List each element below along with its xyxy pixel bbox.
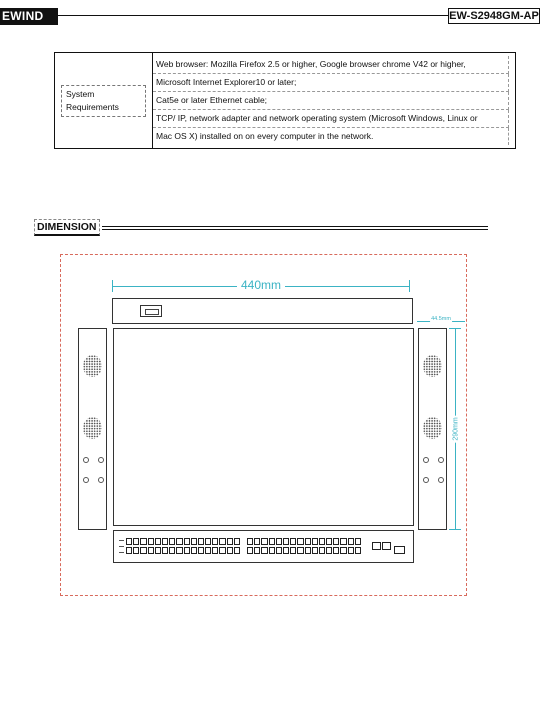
spec-value-line: Cat5e or later Ethernet cable; [153, 92, 509, 110]
ethernet-port-icon [247, 538, 253, 545]
ethernet-port-icon [283, 547, 289, 554]
spec-value-line: Web browser: Mozilla Firefox 2.5 or higher, Google browser chrome V42 or higher, [153, 56, 509, 74]
sfp-port-icon [372, 542, 381, 550]
ethernet-port-icon [140, 547, 146, 554]
ethernet-port-icon [162, 538, 168, 545]
ethernet-port-icon [319, 538, 325, 545]
port-row [247, 547, 361, 554]
ethernet-port-icon [126, 547, 132, 554]
screw-hole-icon [83, 457, 89, 463]
brand-logo: EWIND [0, 8, 58, 25]
screw-hole-icon [98, 457, 104, 463]
table-row [55, 53, 516, 149]
ethernet-port-icon [198, 547, 204, 554]
ethernet-port-icon [290, 538, 296, 545]
ethernet-port-icon [176, 547, 182, 554]
section-rule [102, 226, 488, 230]
ethernet-port-icon [269, 547, 275, 554]
ethernet-port-icon [254, 547, 260, 554]
ethernet-port-icon [191, 547, 197, 554]
ethernet-port-icon [148, 538, 154, 545]
screw-hole-icon [423, 457, 429, 463]
ethernet-port-icon [261, 538, 267, 545]
depth-label: 44.5mm [431, 316, 451, 322]
status-led-icon [119, 540, 124, 541]
vent-grille-icon [83, 417, 102, 439]
ethernet-port-icon [133, 547, 139, 554]
spec-key-line: System [66, 88, 95, 99]
ethernet-port-icon [205, 547, 211, 554]
ethernet-port-icon [254, 538, 260, 545]
width-label: 440mm [237, 278, 285, 292]
ethernet-port-icon [355, 538, 361, 545]
ethernet-port-icon [326, 538, 332, 545]
ethernet-port-icon [340, 538, 346, 545]
screw-hole-icon [83, 477, 89, 483]
switch-top-view [113, 328, 414, 526]
ethernet-port-icon [269, 538, 275, 545]
console-port-icon [394, 546, 405, 554]
status-led-icon [119, 546, 124, 547]
ethernet-port-icon [348, 538, 354, 545]
ethernet-port-icon [155, 538, 161, 545]
height-label: 290mm [452, 417, 460, 441]
vent-grille-icon [423, 355, 442, 377]
screw-hole-icon [98, 477, 104, 483]
vent-grille-icon [423, 417, 442, 439]
ethernet-port-icon [169, 547, 175, 554]
port-group-right [247, 538, 361, 554]
screw-hole-icon [438, 477, 444, 483]
spec-value-line: Mac OS X) installed on on every computer in the network. [153, 128, 509, 145]
spec-value-cell [153, 53, 516, 149]
ethernet-port-icon [227, 547, 233, 554]
ethernet-port-icon [176, 538, 182, 545]
ethernet-port-icon [333, 538, 339, 545]
left-side-panel [78, 328, 107, 530]
ethernet-port-icon [212, 538, 218, 545]
section-title: DIMENSION [34, 219, 100, 236]
ethernet-port-icon [247, 547, 253, 554]
ethernet-port-icon [126, 538, 132, 545]
ethernet-port-icon [205, 538, 211, 545]
port-group-left [126, 538, 240, 554]
ethernet-port-icon [169, 538, 175, 545]
ethernet-port-icon [198, 538, 204, 545]
ethernet-port-icon [219, 547, 225, 554]
ethernet-port-icon [297, 538, 303, 545]
ethernet-port-icon [348, 547, 354, 554]
model-number: EW-S2948GM-AP [449, 10, 539, 22]
sfp-port-icon [382, 542, 391, 550]
ethernet-port-icon [191, 538, 197, 545]
ethernet-port-icon [312, 538, 318, 545]
ethernet-port-icon [148, 547, 154, 554]
port-row [247, 538, 361, 545]
ethernet-port-icon [276, 547, 282, 554]
width-dimension [112, 279, 410, 293]
ethernet-port-icon [234, 547, 240, 554]
ethernet-port-icon [276, 538, 282, 545]
ethernet-port-icon [319, 547, 325, 554]
ethernet-port-icon [219, 538, 225, 545]
port-row [126, 547, 240, 554]
depth-dimension [417, 317, 465, 325]
ethernet-port-icon [333, 547, 339, 554]
ethernet-port-icon [140, 538, 146, 545]
ethernet-port-icon [184, 538, 190, 545]
status-led-icon [119, 552, 124, 553]
ethernet-port-icon [283, 538, 289, 545]
power-socket-icon [140, 305, 162, 317]
port-row [126, 538, 240, 545]
ethernet-port-icon [184, 547, 190, 554]
height-dimension [449, 328, 463, 530]
spec-table [54, 52, 516, 149]
ethernet-port-icon [297, 547, 303, 554]
spec-value-line: TCP/ IP, network adapter and network operating system (Microsoft Windows, Linux or [153, 110, 509, 128]
spec-value-line: Microsoft Internet Explorer10 or later; [153, 74, 509, 92]
ethernet-port-icon [227, 538, 233, 545]
ethernet-port-icon [355, 547, 361, 554]
ethernet-port-icon [312, 547, 318, 554]
header-rule [58, 15, 448, 16]
ethernet-port-icon [340, 547, 346, 554]
ethernet-port-icon [133, 538, 139, 545]
spec-key [61, 85, 146, 117]
spec-key-line: Requirements [66, 101, 119, 112]
ethernet-port-icon [234, 538, 240, 545]
ethernet-port-icon [155, 547, 161, 554]
ethernet-port-icon [261, 547, 267, 554]
screw-hole-icon [438, 457, 444, 463]
ethernet-port-icon [212, 547, 218, 554]
ethernet-port-icon [162, 547, 168, 554]
ethernet-port-icon [305, 547, 311, 554]
ethernet-port-icon [305, 538, 311, 545]
ethernet-port-icon [326, 547, 332, 554]
ethernet-port-icon [290, 547, 296, 554]
spec-key-cell [55, 53, 153, 149]
right-side-panel [418, 328, 447, 530]
screw-hole-icon [423, 477, 429, 483]
vent-grille-icon [83, 355, 102, 377]
